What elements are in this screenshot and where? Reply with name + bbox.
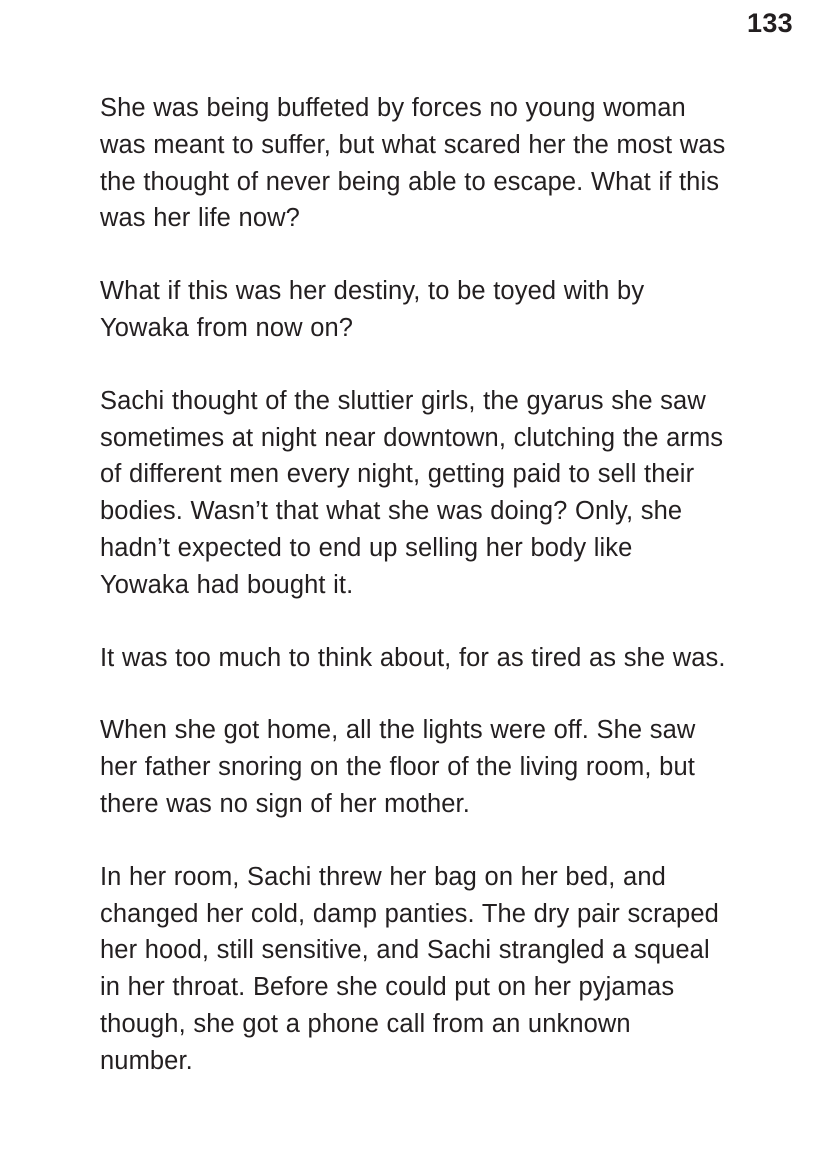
paragraph: What if this was her destiny, to be toyed with by Yowaka from now on? [100, 277, 645, 342]
page-number: 133 [747, 8, 793, 38]
paragraph: She was being buffeted by forces no young woman was meant to suffer, but what scared her the most was the thought of never being able to escape. What if this was her life now? [100, 94, 726, 233]
paragraph: In her room, Sachi threw her bag on her bed, and changed her cold, damp panties. The dry pair scraped her hood, still sensitive, and Sachi strangled a squeal in her throat. Before she could put on her pyjamas though, she got a phone call from an unknown number. [100, 862, 719, 1075]
paragraph: It was too much to think about, for as tired as she was. [100, 643, 726, 672]
page-body-text [100, 90, 728, 1080]
paragraph: Sachi thought of the sluttier girls, the gyarus she saw sometimes at night near downtown, clutching the arms of different men every night, getting paid to sell their bodies. Wasn’t that what she was doing? Only, she hadn’t expected to end up selling her body like Yowaka had bought it. [100, 386, 724, 599]
paragraph: When she got home, all the lights were off. She saw her father snoring on the floor of the living room, but there was no sign of her mother. [100, 716, 696, 818]
